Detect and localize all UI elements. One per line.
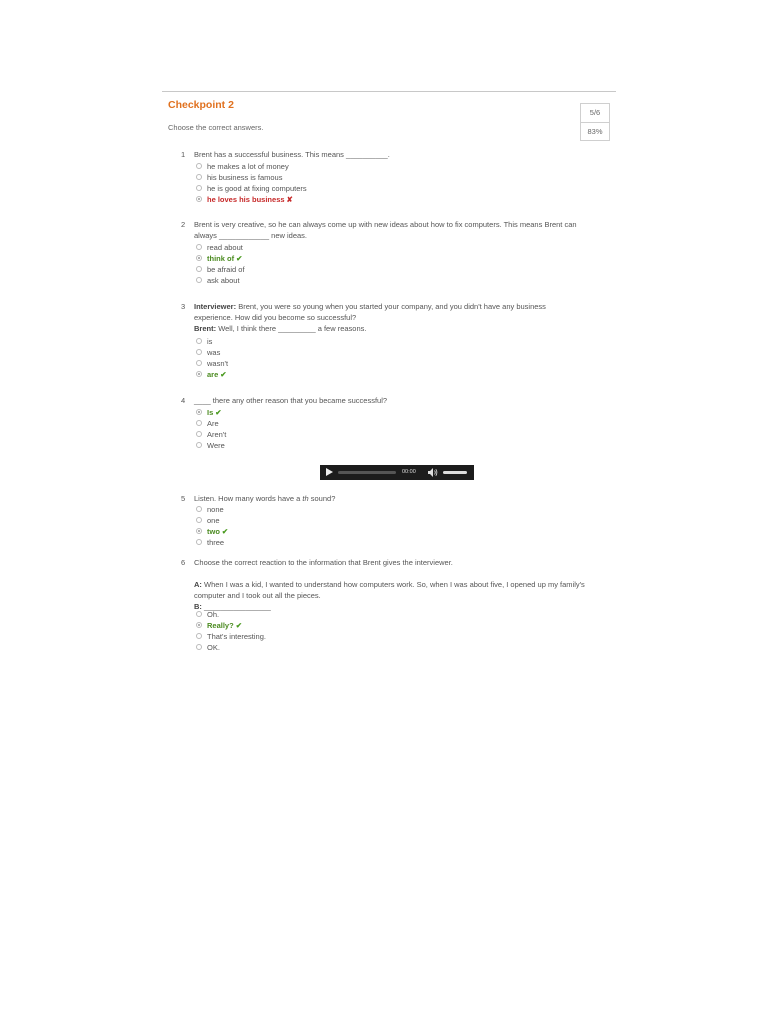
- question-line: Brent is very creative, so he can always come up with new ideas about how to fix computers. This means Brent can: [194, 220, 577, 229]
- option-label: one: [207, 516, 220, 525]
- answer-option[interactable]: [196, 642, 266, 653]
- question-number: 3: [181, 302, 186, 311]
- radio-button[interactable]: [196, 360, 202, 366]
- score-fraction: 5/6: [589, 108, 601, 117]
- option-label: he makes a lot of money: [207, 162, 289, 171]
- radio-button[interactable]: [196, 611, 202, 617]
- check-icon: ✔: [220, 370, 227, 379]
- question-line: Brent, you were so young when you started your company, and you didn't have any business: [238, 302, 546, 311]
- page-title: Checkpoint 2: [168, 99, 234, 111]
- question-number: 5: [181, 494, 186, 503]
- radio-button[interactable]: [196, 517, 202, 523]
- volume-icon[interactable]: [428, 468, 438, 477]
- answer-option[interactable]: [196, 194, 307, 205]
- instructions: Choose the correct answers.: [168, 123, 264, 132]
- option-label: Aren't: [207, 430, 227, 439]
- question-line: experience. How did you become so successful?: [194, 312, 357, 322]
- speaker-label: Brent:: [194, 323, 217, 333]
- answer-option[interactable]: [196, 620, 266, 631]
- options-list: [196, 161, 307, 205]
- volume-slider[interactable]: [443, 471, 467, 474]
- radio-button[interactable]: [196, 633, 202, 639]
- option-label: be afraid of: [207, 265, 245, 274]
- question-line: Well, I think there _________ a few reasons.: [218, 323, 367, 333]
- radio-button[interactable]: [196, 431, 202, 437]
- answer-option[interactable]: [196, 537, 228, 548]
- option-label: three: [207, 538, 225, 547]
- radio-button[interactable]: [196, 622, 202, 628]
- question-number: 4: [181, 396, 186, 405]
- radio-button[interactable]: [196, 420, 202, 426]
- options-list: [196, 609, 266, 653]
- question-number: 1: [181, 150, 186, 159]
- score-percent: 83%: [587, 127, 603, 136]
- option-label: his business is famous: [207, 173, 283, 182]
- answer-option[interactable]: [196, 418, 226, 429]
- check-icon: ✔: [236, 254, 243, 263]
- dialog-block: [194, 580, 594, 612]
- radio-button[interactable]: [196, 338, 202, 344]
- audio-player: [320, 465, 474, 480]
- answer-option[interactable]: [196, 264, 245, 275]
- radio-button[interactable]: [196, 163, 202, 169]
- answer-option[interactable]: [196, 429, 226, 440]
- options-list: [196, 242, 245, 286]
- option-label: was: [207, 348, 221, 357]
- answer-blank: ________________: [204, 601, 271, 611]
- question-line: sound?: [310, 494, 336, 503]
- option-label: two: [207, 527, 220, 536]
- answer-option[interactable]: [196, 407, 226, 418]
- answer-option[interactable]: [196, 369, 228, 380]
- option-label: read about: [207, 243, 243, 252]
- option-label: none: [207, 505, 224, 514]
- radio-button[interactable]: [196, 644, 202, 650]
- radio-button[interactable]: [196, 277, 202, 283]
- answer-option[interactable]: [196, 515, 228, 526]
- radio-button[interactable]: [196, 539, 202, 545]
- option-label: Is: [207, 408, 214, 417]
- radio-button[interactable]: [196, 185, 202, 191]
- audio-progress-track[interactable]: [338, 471, 396, 474]
- options-list: [196, 336, 228, 380]
- check-icon: ✔: [215, 408, 222, 417]
- question-number: 6: [181, 558, 186, 567]
- option-label: he loves his business: [207, 195, 285, 204]
- answer-option[interactable]: [196, 242, 245, 253]
- option-label: ask about: [207, 276, 240, 285]
- answer-option[interactable]: [196, 609, 266, 620]
- emphasis: th: [302, 494, 309, 503]
- option-label: wasn't: [207, 359, 229, 368]
- radio-button[interactable]: [196, 266, 202, 272]
- option-label: That's interesting.: [207, 632, 266, 641]
- question-text: [194, 494, 594, 505]
- radio-button[interactable]: [196, 174, 202, 180]
- answer-option[interactable]: [196, 161, 307, 172]
- check-icon: ✔: [235, 621, 242, 630]
- answer-option[interactable]: [196, 183, 307, 194]
- dialog-line: When I was a kid, I wanted to understand how computers work. So, when I was about five, I opened up my family's: [204, 580, 585, 589]
- option-label: are: [207, 370, 219, 379]
- radio-button[interactable]: [196, 196, 202, 202]
- option-label: Are: [207, 419, 219, 428]
- radio-button[interactable]: [196, 442, 202, 448]
- option-label: Were: [207, 441, 225, 450]
- speaker-label: Interviewer:: [194, 302, 237, 311]
- dialog-line: computer and I took out all the pieces.: [194, 590, 321, 600]
- play-icon[interactable]: [326, 468, 333, 476]
- speaker-label: A:: [194, 580, 202, 589]
- radio-button[interactable]: [196, 244, 202, 250]
- question-text: [194, 220, 594, 242]
- answer-option[interactable]: [196, 631, 266, 642]
- option-label: Really?: [207, 621, 234, 630]
- option-label: he is good at fixing computers: [207, 184, 307, 193]
- option-label: is: [207, 337, 213, 346]
- option-label: Oh.: [207, 610, 220, 619]
- question-line: always ____________ new ideas.: [194, 230, 308, 240]
- top-divider: [162, 91, 616, 92]
- check-icon: ✔: [221, 527, 229, 536]
- speaker-label: B:: [194, 601, 202, 611]
- answer-option[interactable]: [196, 336, 228, 347]
- answer-option[interactable]: [196, 172, 307, 183]
- question-text: Brent has a successful business. This means __________.: [194, 150, 390, 159]
- question-line: Listen. How many words have a: [194, 494, 301, 503]
- option-label: think of: [207, 254, 235, 263]
- options-list: [196, 504, 228, 548]
- option-label: OK.: [207, 643, 220, 652]
- radio-button[interactable]: [196, 506, 202, 512]
- cross-icon: ✘: [286, 195, 293, 204]
- answer-option[interactable]: [196, 275, 245, 286]
- answer-option[interactable]: [196, 358, 228, 369]
- answer-option[interactable]: [196, 504, 228, 515]
- answer-option[interactable]: [196, 440, 226, 451]
- question-text: [194, 302, 594, 334]
- answer-option[interactable]: [196, 347, 228, 358]
- score-box: [580, 103, 610, 141]
- radio-button[interactable]: [196, 409, 202, 415]
- answer-option[interactable]: [196, 253, 245, 264]
- radio-button[interactable]: [196, 371, 202, 377]
- question-number: 2: [181, 220, 186, 229]
- options-list: [196, 407, 226, 451]
- radio-button[interactable]: [196, 528, 202, 534]
- audio-time: 00:00: [402, 469, 416, 475]
- question-text: Choose the correct reaction to the information that Brent gives the interviewer.: [194, 558, 453, 567]
- answer-option[interactable]: [196, 526, 228, 537]
- radio-button[interactable]: [196, 255, 202, 261]
- radio-button[interactable]: [196, 349, 202, 355]
- question-text: ____ there any other reason that you became successful?: [194, 396, 388, 405]
